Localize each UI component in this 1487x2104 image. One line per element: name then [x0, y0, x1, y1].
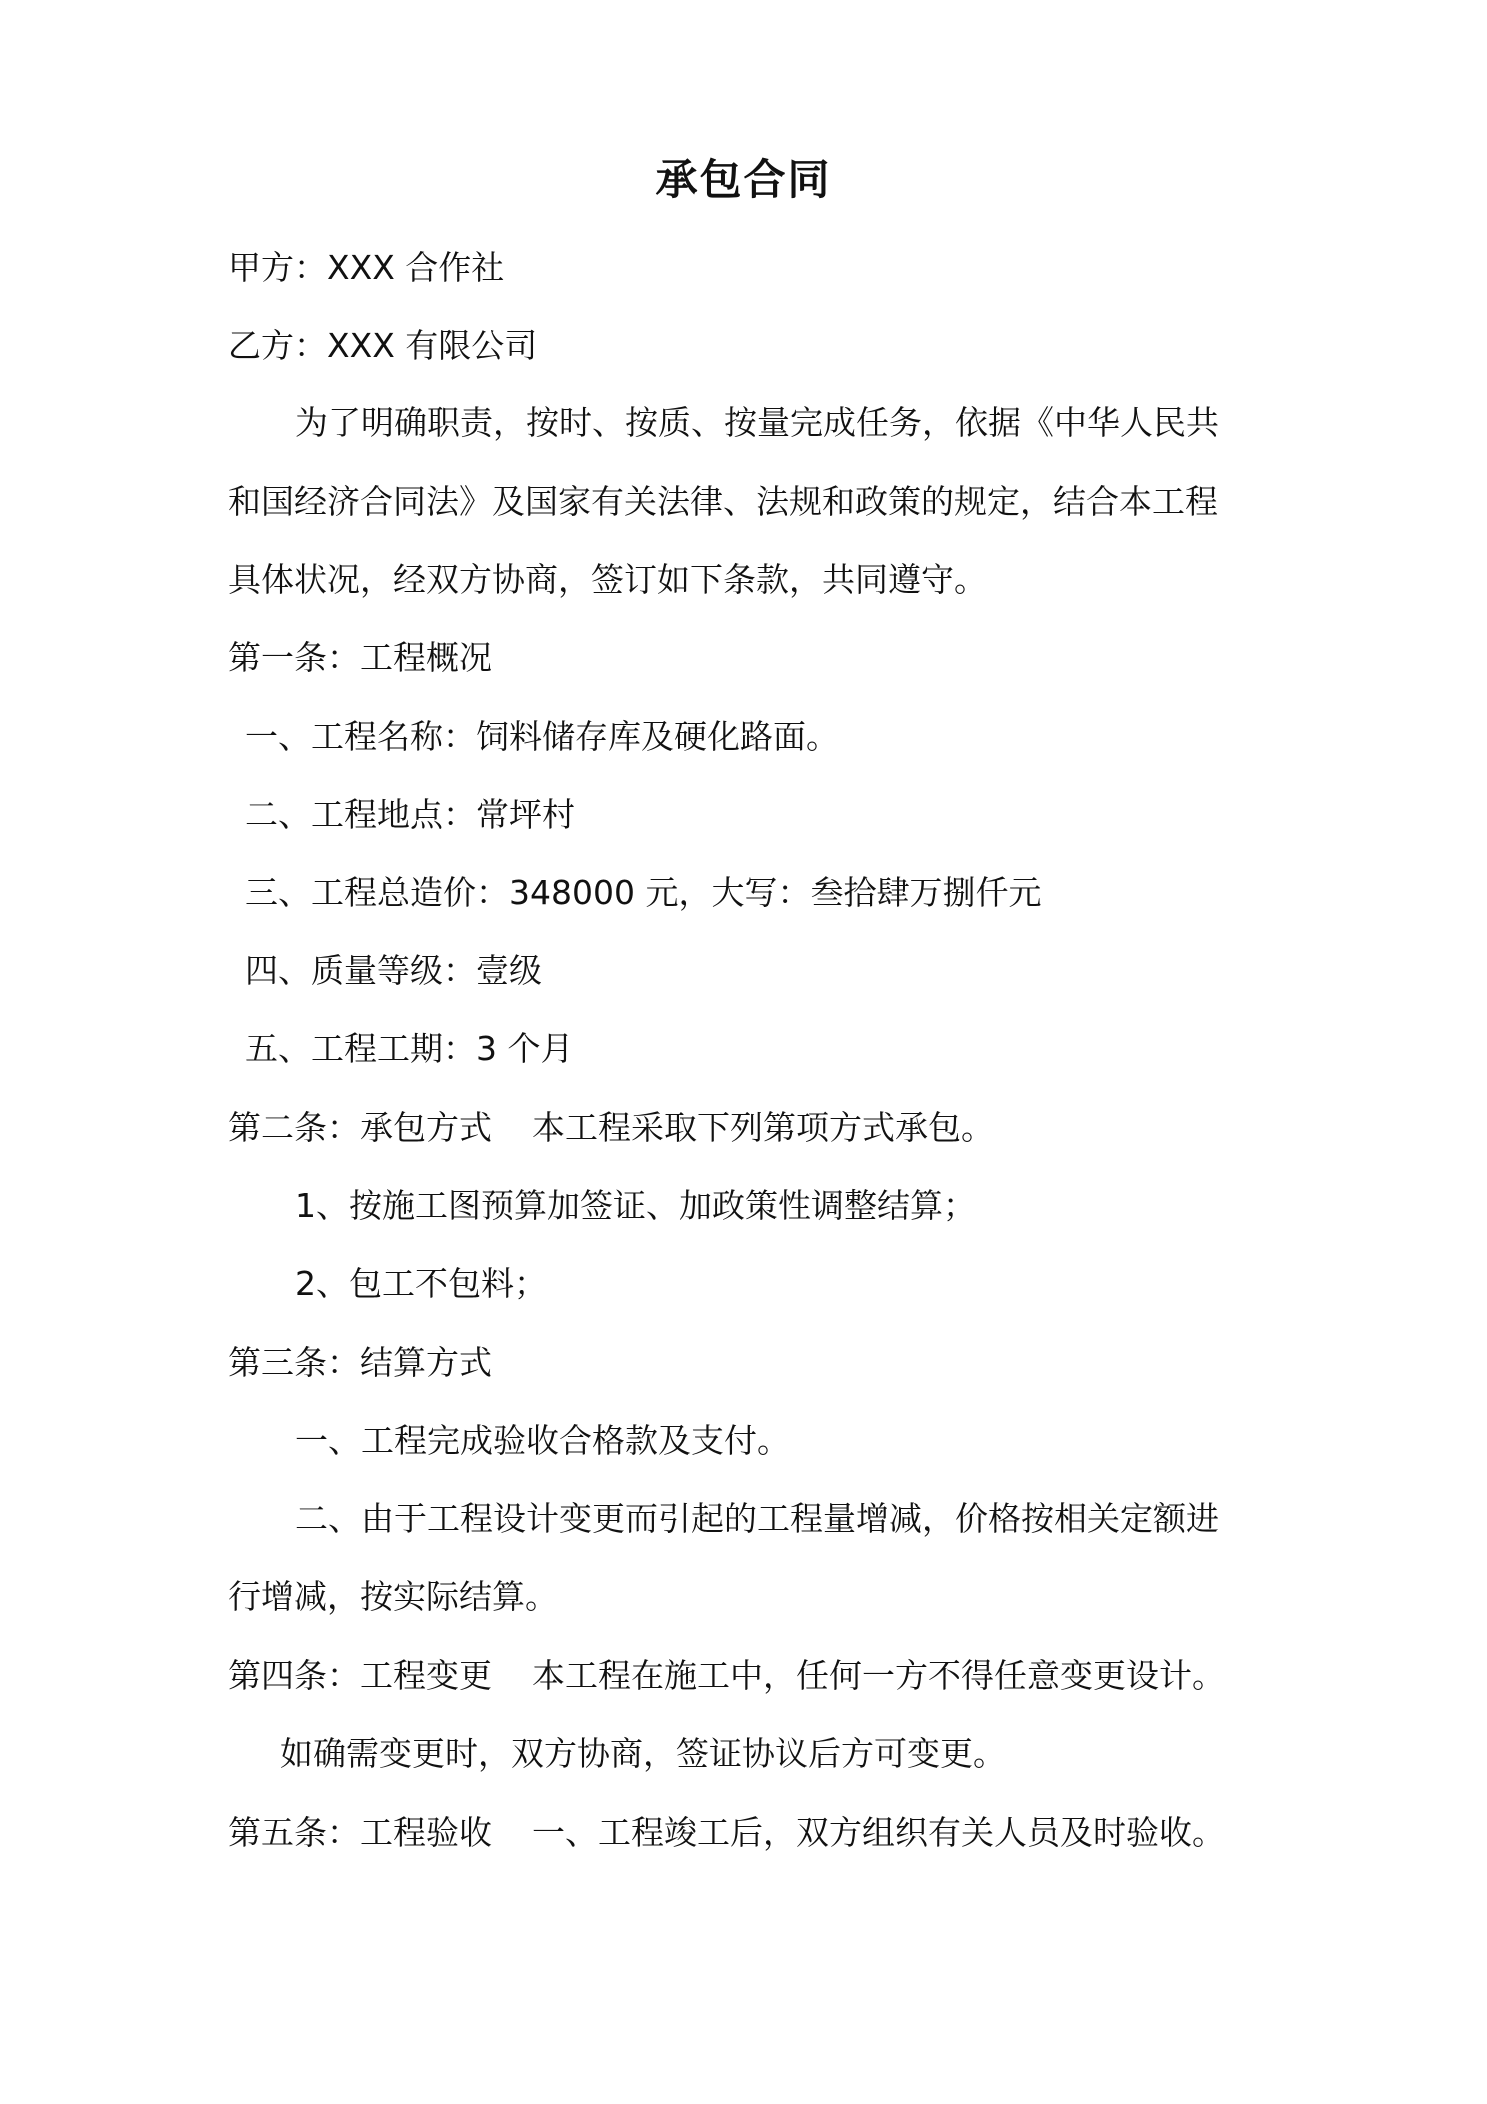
article-2-item-2: 2、包工不包料；: [295, 1264, 547, 1303]
article-3-item-1: 一、工程完成验收合格款及支付。: [295, 1421, 790, 1460]
preamble-line-2: 和国经济合同法》及国家有关法律、法规和政策的规定，结合本工程: [228, 482, 1218, 521]
article-1-item-3: 三、工程总造价：348000 元，大写：叁拾肆万捌仟元: [245, 873, 1042, 912]
article-4-text: 本工程在施工中，任何一方不得任意变更设计。: [532, 1656, 1225, 1695]
party-a-line: 甲方：XXX 合作社: [228, 248, 505, 287]
article-3-heading: 第三条：结算方式: [228, 1343, 492, 1382]
article-5-text: 一、工程竣工后，双方组织有关人员及时验收。: [532, 1813, 1225, 1852]
article-2-text: 本工程采取下列第项方式承包。: [532, 1108, 994, 1147]
article-2-heading: 第二条：承包方式: [228, 1108, 492, 1147]
article-1-item-4: 四、质量等级：壹级: [245, 951, 542, 990]
preamble-line-1: 为了明确职责，按时、按质、按量完成任务，依据《中华人民共: [295, 403, 1219, 442]
page-title: 承包合同: [655, 155, 832, 204]
article-4-heading: 第四条：工程变更: [228, 1656, 492, 1695]
article-5-heading: 第五条：工程验收: [228, 1813, 492, 1852]
party-b-line: 乙方：XXX 有限公司: [228, 326, 538, 365]
article-1-item-1: 一、工程名称：饲料储存库及硬化路面。: [245, 717, 839, 756]
article-4-continuation: 如确需变更时，双方协商，签证协议后方可变更。: [280, 1734, 1006, 1773]
article-4-line: [228, 1651, 1225, 1701]
article-3-item-2: 二、由于工程设计变更而引起的工程量增减，价格按相关定额进: [295, 1499, 1219, 1538]
article-1-item-2: 二、工程地点：常坪村: [245, 795, 575, 834]
article-2-item-1: 1、按施工图预算加签证、加政策性调整结算；: [295, 1186, 976, 1225]
article-1-item-5: 五、工程工期：3 个月: [245, 1029, 574, 1068]
article-2-line: [228, 1103, 994, 1153]
article-1-heading: 第一条：工程概况: [228, 638, 492, 677]
article-3-item-2-continued: 行增减，按实际结算。: [228, 1577, 558, 1616]
preamble-line-3: 具体状况，经双方协商，签订如下条款，共同遵守。: [228, 560, 987, 599]
article-5-line: [228, 1808, 1225, 1858]
